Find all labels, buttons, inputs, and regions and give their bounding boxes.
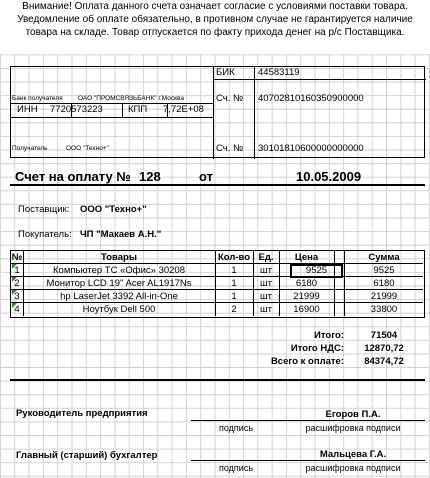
- kpp-label: КПП: [128, 104, 148, 115]
- row-number: 4: [14, 304, 20, 315]
- inn-value: 7720573223: [50, 104, 103, 115]
- row-sum: 9525: [373, 265, 395, 276]
- accountant-name: Мальцева Г.А.: [319, 449, 387, 460]
- row-goods: Монитор LCD 19" Acer AL1917Ns: [46, 278, 192, 289]
- row-unit: шт: [260, 278, 272, 289]
- accountant-signature-label: Главный (старший) бухгалтер: [16, 450, 158, 461]
- payee-label: Получатель: [12, 145, 48, 152]
- row-number: 1: [14, 265, 20, 276]
- row-unit: шт: [260, 265, 272, 276]
- vat-value: 12870,72: [364, 343, 404, 354]
- row-price: 16900: [293, 304, 320, 315]
- accountant-sign-caption: подпись: [218, 463, 254, 473]
- row-price: 21999: [293, 291, 320, 302]
- total-due-label: Всего к оплате:: [270, 356, 344, 367]
- account2-label: Сч. №: [216, 143, 244, 154]
- head-signature-label: Руководитель предприятия: [16, 408, 148, 419]
- col-goods-header: Товары: [101, 252, 137, 263]
- row-qty: 2: [231, 304, 237, 315]
- row-sum: 6180: [373, 278, 395, 289]
- total-label: Итого:: [314, 330, 344, 341]
- account-value: 40702810160350900000: [258, 93, 364, 104]
- row-qty: 1: [231, 265, 237, 276]
- accountant-decode-line: [281, 460, 425, 461]
- inn-label: ИНН: [17, 104, 38, 115]
- bik-label: БИК: [216, 67, 235, 78]
- separator-line: [10, 379, 425, 381]
- row-number: 3: [14, 291, 20, 302]
- bik-value: 44583119: [258, 67, 300, 78]
- row-price: 6180: [295, 278, 318, 289]
- buyer-label: Покупатель:: [18, 229, 72, 240]
- supplier-value: ООО "Техно+": [80, 204, 147, 215]
- row-price-selected[interactable]: 9525: [290, 264, 343, 278]
- invoice-title: Счет на оплату №: [15, 169, 131, 184]
- row-sum: 21999: [370, 291, 398, 302]
- account-label: Сч. №: [216, 93, 244, 104]
- payee-name: ООО "Техно+": [66, 145, 109, 152]
- row-unit: шт: [260, 304, 272, 315]
- col-number-header: №: [11, 252, 23, 263]
- head-decode-caption: расшифровка подписи: [305, 423, 401, 433]
- head-name: Егоров П.А.: [325, 409, 381, 420]
- payment-notice: Внимание! Оплата данного счета означает согласие с условиями поставки товара. Уведомление об оплате обязательно, в противном случае не гарантируется наличие товара на складе. Товар отпускается по факту прихода денег на р/с Поставщика.: [0, 0, 430, 54]
- total-due-value: 84374,72: [364, 356, 404, 367]
- head-sign-caption: подпись: [218, 423, 254, 433]
- total-value: 71504: [370, 330, 398, 341]
- invoice-from-label: от: [199, 169, 213, 184]
- col-qty-header: Кол-во: [217, 252, 251, 263]
- accountant-signature-line: [191, 460, 281, 461]
- row-qty: 1: [231, 291, 237, 302]
- row-qty: 1: [231, 278, 237, 289]
- row-number: 2: [14, 278, 20, 289]
- supplier-label: Поставщик:: [18, 204, 70, 215]
- row-goods: Компьютер ТС «Офис» 30208: [53, 265, 185, 276]
- vat-label: Итого НДС:: [290, 343, 344, 354]
- head-signature-line: [191, 420, 281, 421]
- kpp-value: 7,72E+08: [163, 104, 204, 115]
- head-decode-line: [281, 420, 425, 421]
- row-unit: шт: [260, 291, 272, 302]
- invoice-date: 10.05.2009: [296, 169, 362, 184]
- row-goods: hp LaserJet 3392 All-in-One: [60, 291, 178, 302]
- col-sum-header: Сумма: [368, 252, 400, 263]
- col-unit-header: Ед.: [258, 252, 274, 263]
- row-sum: 33800: [370, 304, 398, 315]
- col-price-header: Цена: [294, 252, 319, 263]
- payee-bank-name: ОАО "ПРОМСВЯЗЬБАНК" г.Москва: [78, 95, 184, 102]
- buyer-value: ЧП "Макаев А.Н.": [80, 229, 162, 240]
- row-goods: Ноутбук Dell 500: [82, 304, 156, 315]
- payee-bank-label: Банк получателя: [12, 95, 63, 102]
- account2-value: 30101810600000000000: [258, 143, 364, 154]
- accountant-decode-caption: расшифровка подписи: [305, 463, 401, 473]
- invoice-number: 128: [139, 169, 161, 184]
